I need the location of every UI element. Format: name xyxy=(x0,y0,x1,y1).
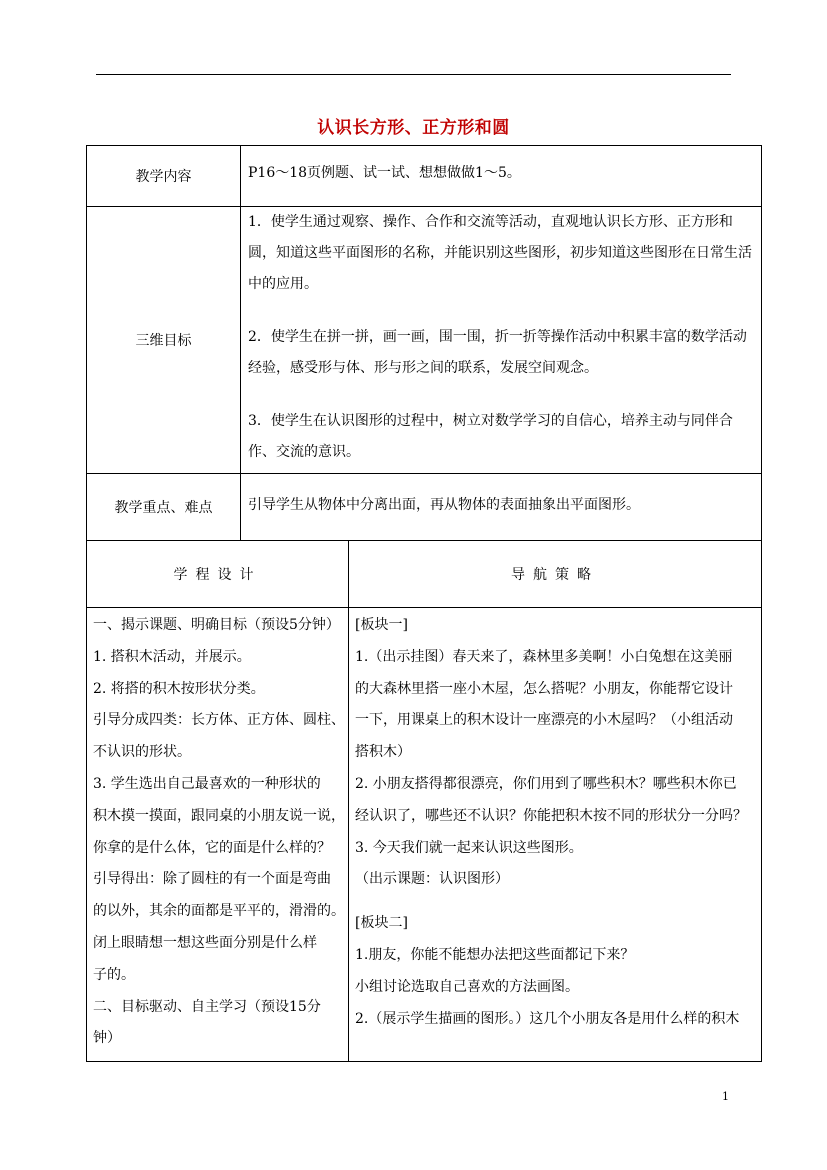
design-line: 一、揭示课题、明确目标（预设5分钟） xyxy=(93,617,340,633)
strategy-line: 1.（出示挂图）春天来了，森林里多美啊！小白兔想在这美丽 xyxy=(355,648,733,665)
objective-paragraph: 3．使学生在认识图形的过程中，树立对数学学习的自信心，培养主动与同伴合作、交流的意识。 xyxy=(248,413,733,460)
row-label-focus: 教学重点、难点 xyxy=(114,500,213,516)
column-divider xyxy=(348,540,349,1062)
strategy-line: 1.朋友，你能不能想办法把这些面都记下来？ xyxy=(355,946,635,963)
strategy-line: （出示课题：认识图形） xyxy=(355,871,509,888)
strategy-line: 经认识了，哪些还不认识？你能把积木按不同的形状分一分吗？ xyxy=(355,807,747,824)
column-divider xyxy=(240,145,241,540)
design-line: 积木摸一摸面，跟同桌的小朋友说一说， xyxy=(93,807,345,824)
strategy-line: 2.（展示学生描画的图形。）这几个小朋友各是用什么样的积木 xyxy=(355,1010,740,1027)
design-line: 钟） xyxy=(93,1030,121,1047)
strategy-line: 一下，用课桌上的积木设计一座漂亮的小木屋吗？（小组活动 xyxy=(355,712,733,729)
row-label-objectives: 三维目标 xyxy=(135,333,192,349)
design-line: 1. 搭积木活动，并展示。 xyxy=(93,648,251,665)
strategy-line: 的大森林里搭一座小木屋，怎么搭呢？小朋友，你能帮它设计 xyxy=(355,680,733,697)
design-line: 引导得出：除了圆柱的有一个面是弯曲 xyxy=(93,871,331,888)
row-content-text xyxy=(248,158,756,189)
strategy-line: 小组讨论选取自己喜欢的方法画图。 xyxy=(355,978,579,995)
design-line: 你拿的是什么体，它的面是什么样的？ xyxy=(93,839,331,856)
document-title: 认识长方形、正方形和圆 xyxy=(317,118,510,138)
strategy-column xyxy=(355,610,757,1035)
design-line: 二、目标驱动、自主学习（预设15分 xyxy=(93,998,321,1015)
design-line: 的以外，其余的面都是平平的，滑滑的。 xyxy=(93,903,345,920)
design-line: 闭上眼睛想一想这些面分别是什么样 xyxy=(93,934,317,951)
header-rule xyxy=(96,74,731,75)
design-line: 不认识的形状。 xyxy=(93,744,191,761)
strategy-line: [板块一] xyxy=(355,617,408,633)
row-label-content: 教学内容 xyxy=(135,169,192,185)
design-line: 3. 学生选出自己最喜欢的一种形状的 xyxy=(93,775,321,792)
content-paragraph: P16～18页例题、试一试、想想做做1～5。 xyxy=(248,165,521,181)
objective-paragraph: 1．使学生通过观察、操作、合作和交流等活动，直观地认识长方形、正方形和圆，知道这些平面图形的名称，并能识别这些图形，初步知道这些图形在日常生活中的应用。 xyxy=(248,214,752,292)
strategy-line: 搭积木） xyxy=(355,744,411,761)
strategy-line: [板块二] xyxy=(355,915,408,932)
column-header-design: 学程设计 xyxy=(173,567,262,583)
row-objectives-text xyxy=(248,207,756,468)
strategy-line: 2. 小朋友搭得都很漂亮，你们用到了哪些积木？哪些积木你已 xyxy=(355,775,737,792)
strategy-line: 3. 今天我们就一起来认识这些图形。 xyxy=(355,839,583,856)
column-header-strategy: 导航策略 xyxy=(511,567,599,583)
row-divider xyxy=(86,607,762,608)
design-line: 引导分成四类：长方体、正方体、圆柱、 xyxy=(93,712,345,729)
design-line: 2. 将搭的积木按形状分类。 xyxy=(93,680,265,697)
design-line: 子的。 xyxy=(93,966,135,983)
focus-paragraph: 引导学生从物体中分离出面，再从物体的表面抽象出平面图形。 xyxy=(248,497,640,513)
page-number: 1 xyxy=(722,1090,729,1103)
row-focus-text xyxy=(248,490,756,521)
design-column xyxy=(93,610,345,1055)
objective-paragraph: 2．使学生在拼一拼，画一画，围一围，折一折等操作活动中积累丰富的数学活动经验，感受形与体、形与形之间的联系，发展空间观念。 xyxy=(248,329,747,376)
